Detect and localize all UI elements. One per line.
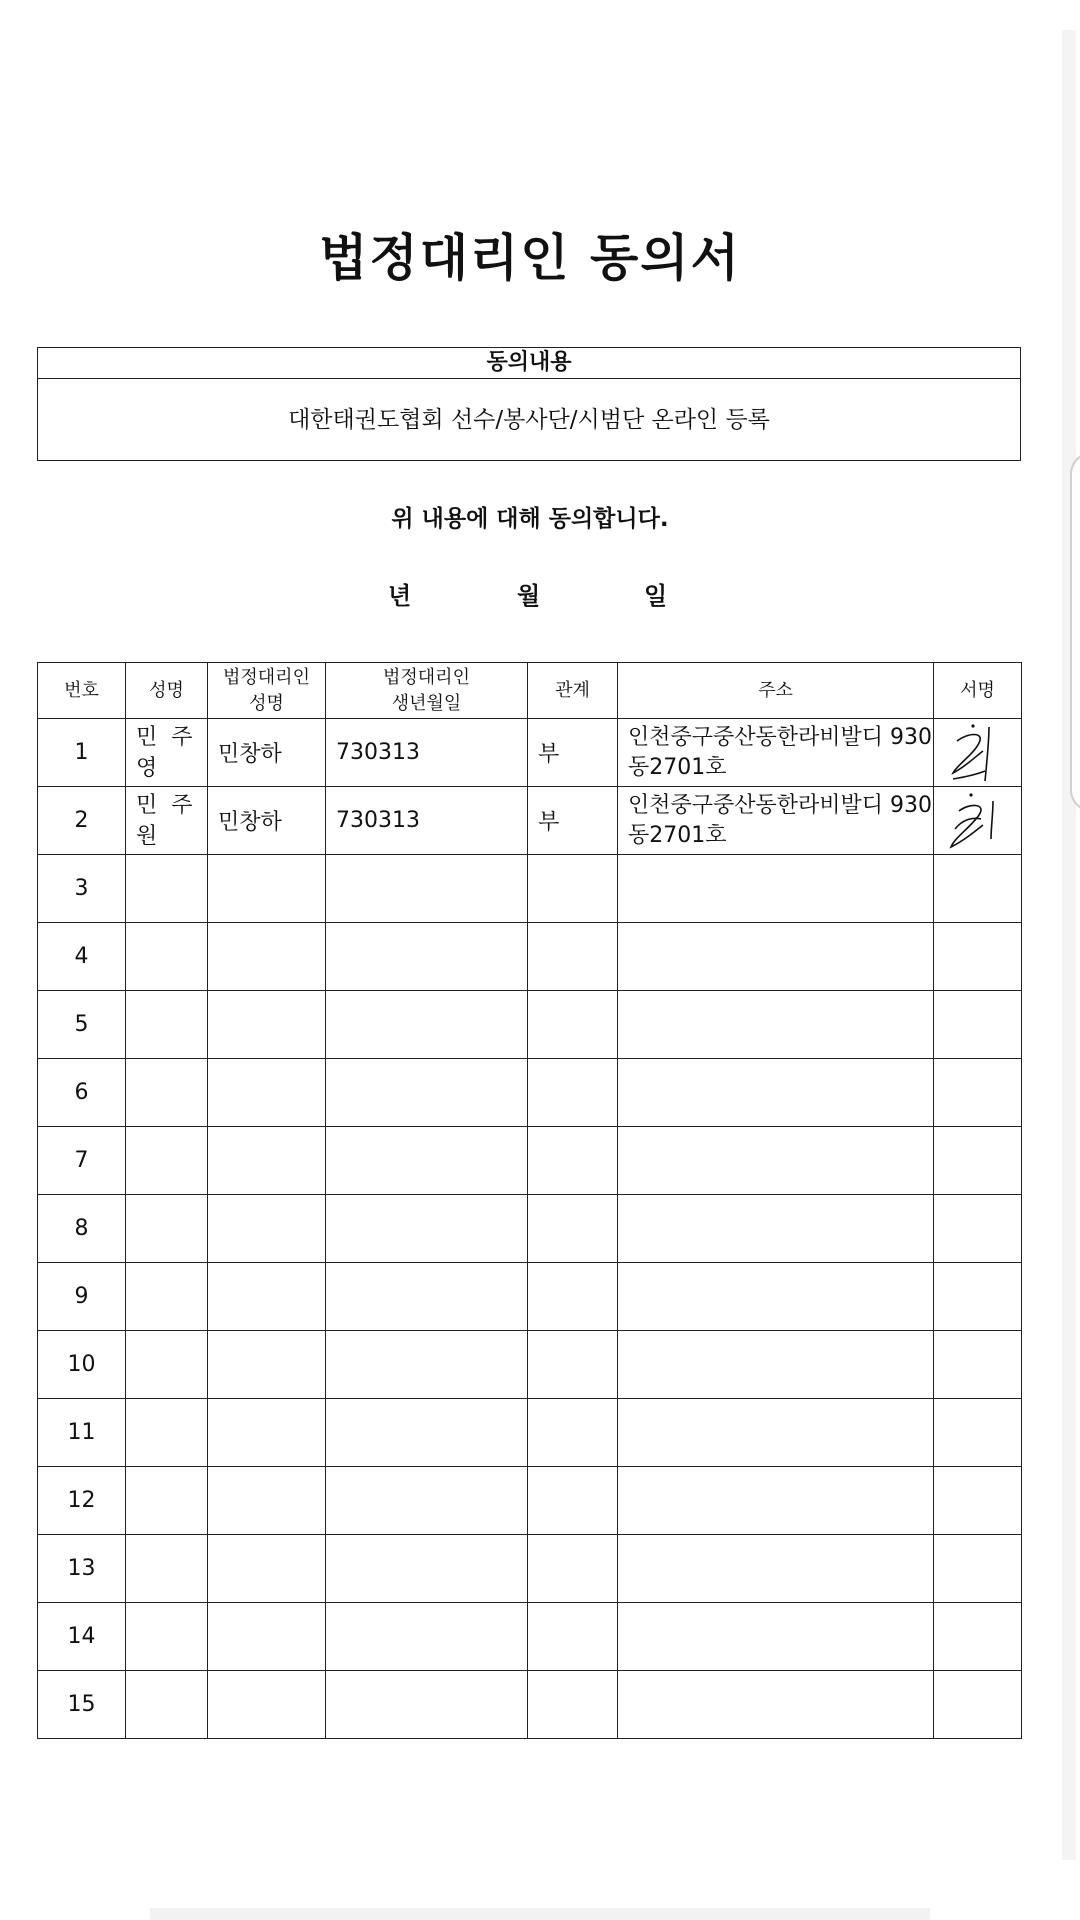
cell-relation: [528, 1399, 618, 1467]
cell-guardian-name: [208, 1127, 326, 1195]
guardian-table: [37, 662, 1022, 1739]
table-row: [38, 1127, 1022, 1195]
consent-content-header: 동의내용: [38, 348, 1020, 379]
table-row: [38, 1603, 1022, 1671]
cell-guardian-birthdate: [326, 1263, 528, 1331]
cell-student-name: 민주영: [126, 719, 208, 787]
cell-signature: [934, 719, 1022, 787]
cell-guardian-birthdate: [326, 923, 528, 991]
consent-content-body: 대한태권도협회 선수/봉사단/시범단 온라인 등록: [288, 407, 770, 433]
header-address: 주소: [618, 663, 934, 719]
cell-relation: [528, 1603, 618, 1671]
cell-signature: [934, 1535, 1022, 1603]
cell-guardian-birthdate: 730313: [326, 719, 528, 787]
cell-address: [618, 1195, 934, 1263]
table-header-row: [38, 663, 1022, 719]
header-num: 번호: [38, 663, 126, 719]
cell-address: 인천중구중산동한라비발디 930동2701호: [618, 787, 934, 855]
header-guardian-birth: [326, 663, 528, 719]
edge-panel-handle[interactable]: [1070, 452, 1080, 812]
cell-row-number: 10: [38, 1331, 126, 1399]
cell-row-number: 1: [38, 719, 126, 787]
table-row: [38, 923, 1022, 991]
cell-row-number: 13: [38, 1535, 126, 1603]
cell-relation: [528, 1263, 618, 1331]
cell-address: [618, 1535, 934, 1603]
cell-signature: [934, 1671, 1022, 1739]
bottom-scroll-bar[interactable]: [150, 1908, 930, 1920]
cell-signature: [934, 923, 1022, 991]
table-row: [38, 1331, 1022, 1399]
cell-student-name: [126, 1331, 208, 1399]
cell-guardian-birthdate: [326, 1059, 528, 1127]
cell-signature: [934, 1059, 1022, 1127]
cell-relation: [528, 1195, 618, 1263]
cell-address: [618, 991, 934, 1059]
cell-student-name: [126, 923, 208, 991]
cell-guardian-birthdate: [326, 1399, 528, 1467]
cell-guardian-name: [208, 1535, 326, 1603]
cell-relation: [528, 1671, 618, 1739]
cell-row-number: 15: [38, 1671, 126, 1739]
cell-row-number: 3: [38, 855, 126, 923]
cell-signature: [934, 1399, 1022, 1467]
table-row: [38, 1195, 1022, 1263]
cell-guardian-birthdate: [326, 1535, 528, 1603]
cell-relation: 부: [528, 787, 618, 855]
cell-row-number: 5: [38, 991, 126, 1059]
cell-student-name: [126, 1399, 208, 1467]
consent-content-box: [37, 347, 1021, 461]
cell-student-name: [126, 991, 208, 1059]
page-title: 법정대리인 동의서: [319, 229, 741, 287]
page-edge-shadow: [1062, 30, 1076, 1860]
cell-guardian-name: [208, 1467, 326, 1535]
header-signature: 서명: [934, 663, 1022, 719]
table-row: [38, 719, 1022, 787]
cell-signature: [934, 1467, 1022, 1535]
header-guardian-name: [208, 663, 326, 719]
table-row: [38, 991, 1022, 1059]
cell-student-name: [126, 1671, 208, 1739]
cell-signature: [934, 855, 1022, 923]
cell-address: [618, 1399, 934, 1467]
cell-guardian-birthdate: [326, 855, 528, 923]
table-row: [38, 1059, 1022, 1127]
cell-guardian-name: [208, 1195, 326, 1263]
cell-address: [618, 1603, 934, 1671]
cell-student-name: 민주원: [126, 787, 208, 855]
cell-row-number: 7: [38, 1127, 126, 1195]
cell-guardian-birthdate: [326, 1127, 528, 1195]
table-row: [38, 787, 1022, 855]
cell-student-name: [126, 1603, 208, 1671]
cell-student-name: [126, 1127, 208, 1195]
cell-guardian-name: [208, 1399, 326, 1467]
cell-guardian-name: [208, 1059, 326, 1127]
cell-student-name: [126, 1059, 208, 1127]
header-guardian-birth-line1: 법정대리인: [383, 666, 470, 688]
cell-relation: [528, 855, 618, 923]
cell-relation: [528, 923, 618, 991]
cell-guardian-name: [208, 1263, 326, 1331]
header-guardian-name-line2: 성명: [249, 692, 284, 714]
cell-guardian-name: [208, 1671, 326, 1739]
cell-signature: [934, 1263, 1022, 1331]
cell-signature: [934, 991, 1022, 1059]
cell-address: [618, 923, 934, 991]
cell-relation: [528, 1467, 618, 1535]
cell-row-number: 6: [38, 1059, 126, 1127]
cell-guardian-birthdate: [326, 1603, 528, 1671]
cell-address: [618, 855, 934, 923]
cell-guardian-birthdate: [326, 1331, 528, 1399]
header-relation: 관계: [528, 663, 618, 719]
cell-guardian-name: 민창하: [208, 787, 326, 855]
cell-student-name: [126, 1195, 208, 1263]
date-day-label: 일: [644, 582, 668, 610]
cell-address: [618, 1671, 934, 1739]
cell-student-name: [126, 1535, 208, 1603]
header-name: 성명: [126, 663, 208, 719]
agreement-statement: 위 내용에 대해 동의합니다.: [391, 506, 669, 532]
cell-signature: [934, 1195, 1022, 1263]
signature-mark: [945, 721, 1011, 785]
cell-row-number: 4: [38, 923, 126, 991]
cell-address: 인천중구중산동한라비발디 930동2701호: [618, 719, 934, 787]
table-row: [38, 1467, 1022, 1535]
cell-guardian-birthdate: 730313: [326, 787, 528, 855]
cell-relation: [528, 1535, 618, 1603]
cell-guardian-name: [208, 923, 326, 991]
cell-signature: [934, 787, 1022, 855]
cell-row-number: 12: [38, 1467, 126, 1535]
table-row: [38, 1263, 1022, 1331]
cell-guardian-name: [208, 1603, 326, 1671]
cell-guardian-name: 민창하: [208, 719, 326, 787]
cell-relation: [528, 1059, 618, 1127]
table-row: [38, 1535, 1022, 1603]
header-guardian-name-line1: 법정대리인: [223, 666, 310, 688]
cell-guardian-birthdate: [326, 1671, 528, 1739]
header-guardian-birth-line2: 생년월일: [391, 692, 462, 714]
cell-row-number: 8: [38, 1195, 126, 1263]
cell-guardian-name: [208, 855, 326, 923]
cell-address: [618, 1467, 934, 1535]
cell-address: [618, 1263, 934, 1331]
cell-row-number: 9: [38, 1263, 126, 1331]
cell-address: [618, 1127, 934, 1195]
table-row: [38, 855, 1022, 923]
cell-row-number: 11: [38, 1399, 126, 1467]
signature-mark: [945, 789, 1011, 853]
date-month-label: 월: [517, 582, 541, 610]
table-row: [38, 1399, 1022, 1467]
cell-signature: [934, 1603, 1022, 1671]
cell-relation: [528, 1331, 618, 1399]
cell-address: [618, 1331, 934, 1399]
cell-relation: [528, 1127, 618, 1195]
cell-guardian-birthdate: [326, 991, 528, 1059]
cell-signature: [934, 1127, 1022, 1195]
cell-guardian-name: [208, 1331, 326, 1399]
date-year-label: 년: [388, 582, 412, 610]
cell-student-name: [126, 1467, 208, 1535]
cell-relation: 부: [528, 719, 618, 787]
cell-guardian-birthdate: [326, 1195, 528, 1263]
cell-student-name: [126, 1263, 208, 1331]
cell-relation: [528, 991, 618, 1059]
cell-guardian-birthdate: [326, 1467, 528, 1535]
cell-address: [618, 1059, 934, 1127]
cell-student-name: [126, 855, 208, 923]
cell-guardian-name: [208, 991, 326, 1059]
cell-signature: [934, 1331, 1022, 1399]
cell-row-number: 14: [38, 1603, 126, 1671]
table-row: [38, 1671, 1022, 1739]
cell-row-number: 2: [38, 787, 126, 855]
